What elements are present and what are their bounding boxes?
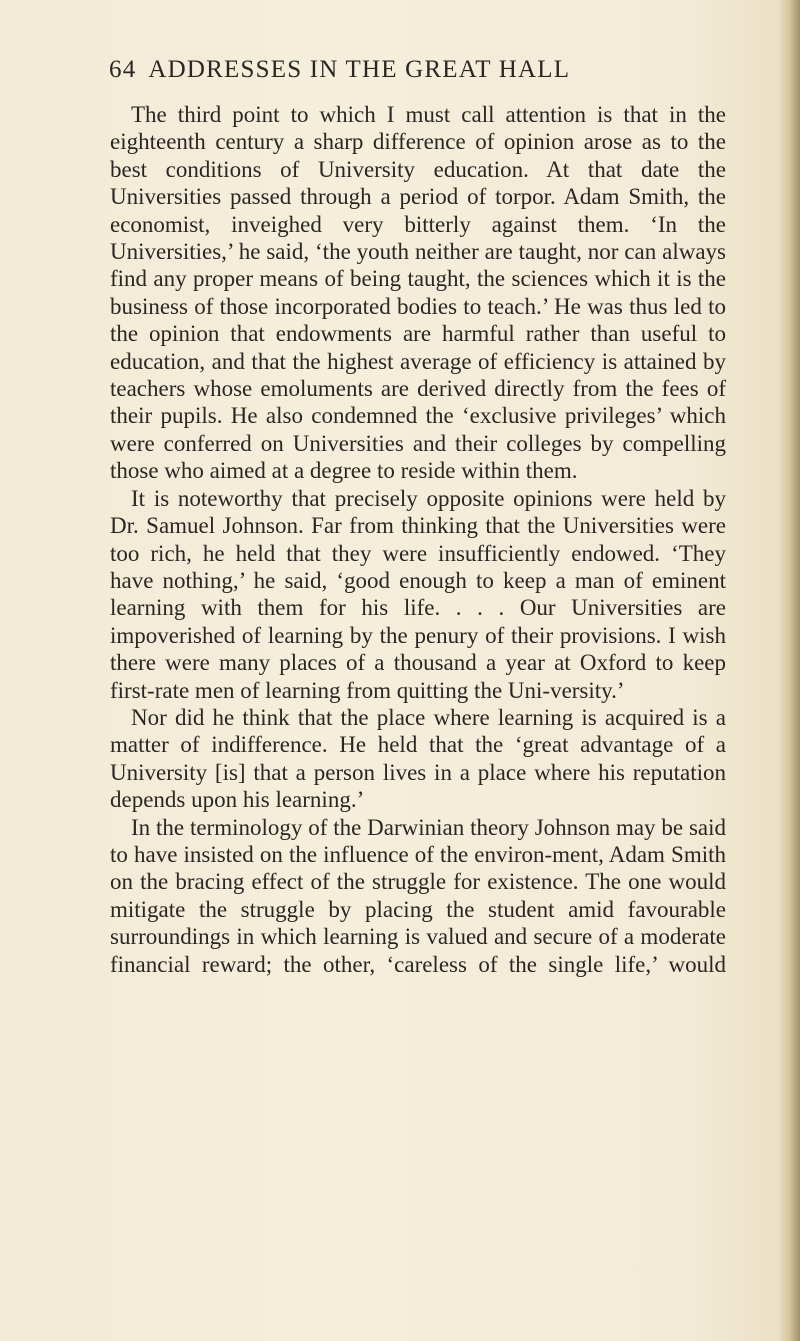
running-header <box>109 56 729 96</box>
page-edge-shadow <box>778 0 800 1341</box>
paragraph-text: In the terminology of the Darwinian theory Johnson may be said to have insisted on the influence of the environ-ment, Adam Smith on the bracing effect of the struggle for existence. The one would mitigate the struggle by placing the student amid favourable surroundings in which learning is valued and secure of a moderate financial reward; the other, ‘careless of the single life,’ would <box>110 814 726 977</box>
paragraph-darwinian <box>110 814 726 978</box>
body-text <box>110 101 726 978</box>
page-number: 64 <box>109 56 137 83</box>
paragraph-text: It is noteworthy that precisely opposite opinions were held by Dr. Samuel Johnson. Far from thinking that the Universities were too rich, he held that they were insufficiently endowed. ‘They have nothing,’ he said, ‘good enough to keep a man of eminent learning with them for his life. . . . Our Universities are impoverished of learning by the penury of their provisions. I wish there were many places of a thousand a year at Oxford to keep first-rate men of learning from quitting the Uni-versity.’ <box>110 485 726 703</box>
paragraph-text: The third point to which I must call attention is that in the eighteenth century a sharp difference of opinion arose as to the best conditions of University education. At that date the Universities passed through a period of torpor. Adam Smith, the economist, inveighed very bitterly against them. ‘In the Universities,’ he said, ‘the youth neither are taught, nor can always find any proper means of being taught, the sciences which it is the business of those incorporated bodies to teach.’ He was thus led to the opinion that endowments are harmful rather than useful to education, and that the highest average of efficiency is attained by teachers whose emoluments are derived directly from the fees of their pupils. He also condemned the ‘exclusive privileges’ which were conferred on Universities and their colleges by compelling those who aimed at a degree to reside within them. <box>110 102 726 484</box>
paragraph-place-of-learning <box>110 704 726 814</box>
paragraph-johnson <box>110 485 726 704</box>
paragraph-adam-smith <box>110 101 726 485</box>
running-title: ADDRESSES IN THE GREAT HALL <box>148 56 571 83</box>
paragraph-text: Nor did he think that the place where learning is acquired is a matter of indifference. He held that the ‘great advantage of a University [is] that a person lives in a place where his reputation depends upon his learning.’ <box>110 704 726 813</box>
